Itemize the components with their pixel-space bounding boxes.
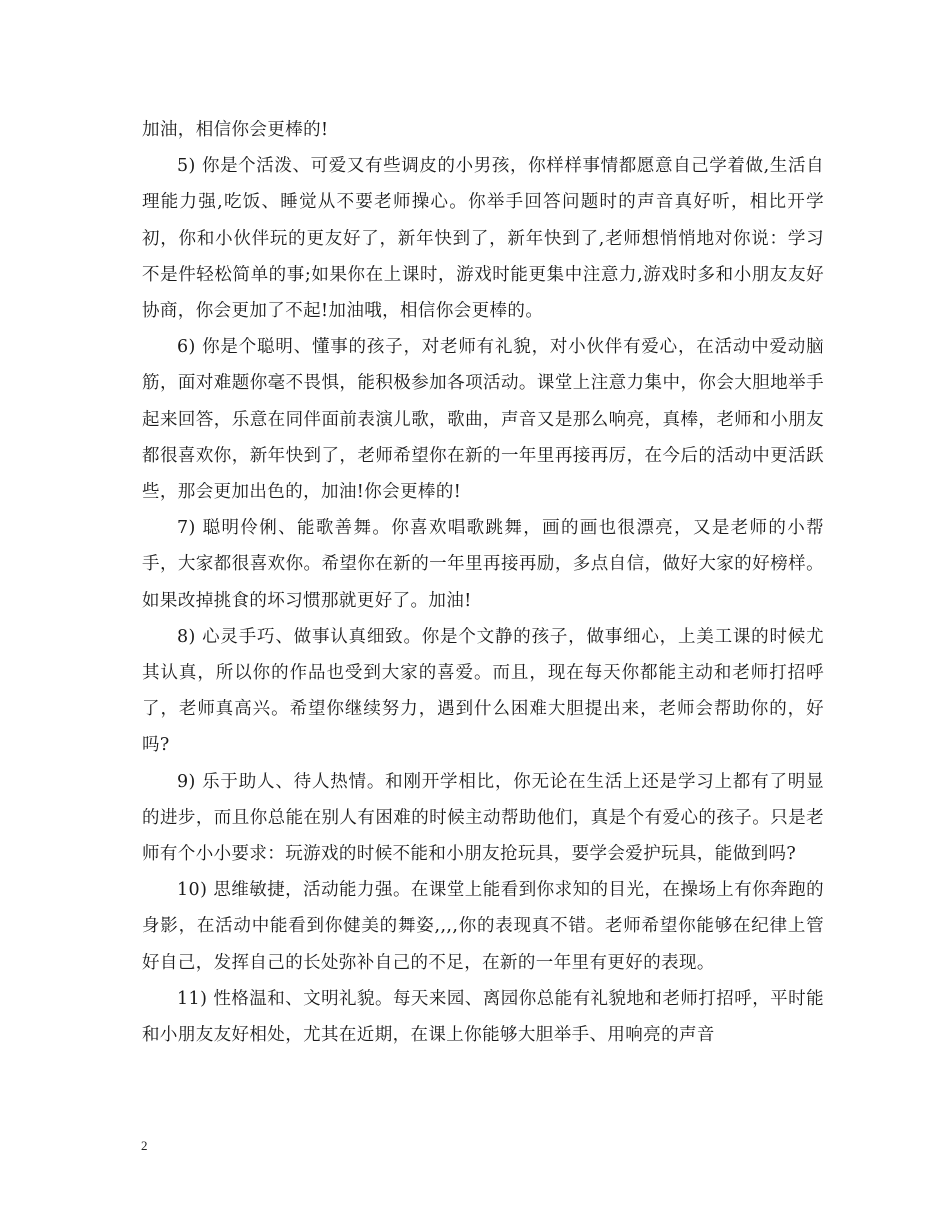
paragraph-item-5: 5) 你是个活泼、可爱又有些调皮的小男孩，你样样事情都愿意自己学着做,生活自理能力强,吃饭、睡觉从不要老师操心。你举手回答问题时的声音真好听，相比开学初，你和小伙伴玩的更友好了，新年快到了，新年快到了,老师想悄悄地对你说：学习不是件轻松简单的事;如果你在上课时，游戏时能更集中注意力,游戏时多和小朋友友好协商，你会更加了不起!加油哦，相信你会更棒的。 (142, 156, 824, 322)
paragraph-item-11: 11) 性格温和、文明礼貌。每天来园、离园你总能有礼貌地和老师打招呼，平时能和小朋友友好相处，尤其在近期，在课上你能够大胆举手、用响亮的声音 (142, 988, 824, 1046)
paragraph-item-10: 10) 思维敏捷，活动能力强。在课堂上能看到你求知的目光，在操场上有你奔跑的身影，在活动中能看到你健美的舞姿,,,,你的表现真不错。老师希望你能够在纪律上管好自己，发挥自己的长处弥补自己的不足，在新的一年里有更好的表现。 (142, 880, 824, 973)
paragraph-item-8: 8) 心灵手巧、做事认真细致。你是个文静的孩子，做事细心，上美工课的时候尤其认真，所以你的作品也受到大家的喜爱。而且，现在每天你都能主动和老师打招呼了，老师真高兴。希望你继续努力，遇到什么困难大胆提出来，老师会帮助你的，好吗? (142, 626, 824, 756)
page-number: 2 (141, 1138, 148, 1153)
paragraph-item-6: 6) 你是个聪明、懂事的孩子，对老师有礼貌，对小伙伴有爱心，在活动中爱动脑筋，面对难题你毫不畏惧，能积极参加各项活动。课堂上注意力集中，你会大胆地举手起来回答，乐意在同伴面前表演儿歌，歌曲，声音又是那么响亮，真棒，老师和小朋友都很喜欢你，新年快到了，老师希望你在新的一年里再接再厉，在今后的活动中更活跃些，那会更加出色的，加油!你会更棒的! (142, 337, 824, 503)
paragraph-continuation: 加油，相信你会更棒的! (142, 120, 329, 140)
paragraph-item-7: 7) 聪明伶俐、能歌善舞。你喜欢唱歌跳舞，画的画也很漂亮，又是老师的小帮手，大家都很喜欢你。希望你在新的一年里再接再励，多点自信，做好大家的好榜样。如果改掉挑食的坏习惯那就更好了。加油! (142, 518, 824, 611)
paragraph-item-9: 9) 乐于助人、待人热情。和刚开学相比，你无论在生活上还是学习上都有了明显的进步，而且你总能在别人有困难的时候主动帮助他们，真是个有爱心的孩子。只是老师有个小小要求：玩游戏的时候不能和小朋友抢玩具，要学会爱护玩具，能做到吗? (142, 771, 824, 865)
document-body (142, 112, 824, 1053)
